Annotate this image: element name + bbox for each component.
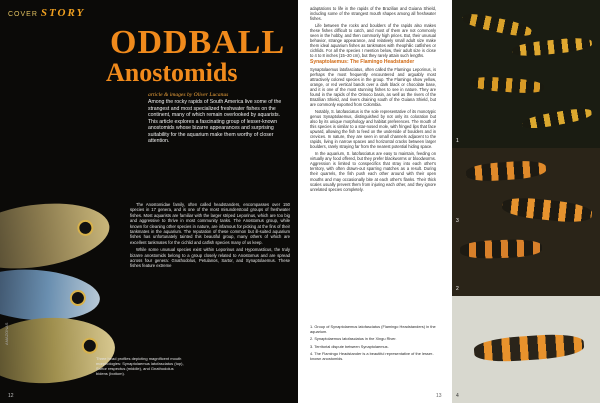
story-word: STORY	[40, 7, 86, 19]
vertical-credit: AMAZONAS	[4, 322, 9, 345]
left-paragraph-2: While some unusual species exist within Leporinus and Hypomasticus, the truly bizarre anostomids belong to a group closely related to Anostomus and are spread across four genera: Gnathodolus, Petulanos, Sartor, and Synaptolaemus. These fishes feature extreme	[130, 247, 290, 269]
caption-2: 2. Synaptolaemus latofasciatus in the Xingu River.	[310, 336, 397, 342]
intro-paragraph: Among the rocky rapids of South America live some of the strangest and most specialized freshwater fishes on the continent, many of which remain overlooked by aquarists. This article explores a fascinating group of lesser-known anostomids whose bizarre appearances and surprising suitability for the aquarium make them worthy of closer attention.	[148, 99, 282, 144]
page-number-left: 12	[8, 393, 14, 399]
right-paragraph-3: Synaptolaemus latofasciatus, often called the Flamingo Leporinus, is perhaps the most frequently encountered and arguably most attractively colored species in the group. The Flamingo show yellow, orange, or red vertical bands over a dark black or chocolate base, and it is one of the most stunning fishes to see in nature. They are found in the rapids of the Orinoco basin, as well as the rivers of the Brazilian Shield, and rivers draining south of the Guiana Shield, but are commonly exported from Colombia.	[310, 66, 436, 108]
photo-number-1: 1	[456, 138, 459, 144]
left-page	[0, 0, 298, 403]
right-paragraph-4: Notably, S. latofasciatus is the sole representative of its monotypic genus Synaptolaemus, distinguished by not only its coloration but also by its unique morphology and habitat preferences. The mouth of this species is similar to a star-nosed mole, with fringed lips that face upward, allowing the fish to feed on the underside of boulders and in crevices. In nature, they are seen in small channels adjacent to the rapids, living in narrow spaces and horizontal cracks between larger boulders, rarely straying far from the nearest potential hiding space.	[310, 108, 436, 150]
caption-4: 4. The Flamingo Headstander is a beautiful representative of the lesser-known anostomids.	[310, 351, 434, 362]
right-paragraph-1: adaptations to life in the rapids of the Brazilian and Guiana Shield, including some of the strangest mouth shapes among all freshwater fishes.	[310, 6, 436, 22]
caption-1: 1. Group of Synaptolaemus latofasciatus (Flamingo Headstanders) in the aquarium.	[310, 324, 436, 334]
fish-photo-top	[0, 195, 114, 277]
fish-photo-middle	[0, 266, 102, 325]
photo-captions	[310, 325, 436, 365]
byline: article & images by Oliver Lucanus	[148, 92, 229, 98]
title-line-1: ODDBALL	[110, 24, 286, 61]
left-paragraph-1: The Anostomidae family, often called headstanders, encompasses over 150 species in 17 genera, and is one of the most misunderstood groups of freshwater fishes. Most aquarists are familiar with the larger striped Leporinus, which are too big and aggressive to thrive in most community tanks. The Anostomus group, while known for cleaning other species in nature, are infamous for picking at the fins of their tankmates in the aquarium. The reputation of these common but ill-suited aquarium fishes has unfortunately tainted this beautiful group, many others of which are excellent tankmates for the cichlid and catfish species many of us keep.	[130, 202, 290, 245]
photo-1	[452, 0, 600, 148]
left-body-text	[130, 202, 290, 271]
photo-number-2: 2	[456, 286, 459, 292]
right-body-text	[310, 6, 436, 193]
left-caption: Three head profiles depicting magnificent mouth morphologies: Synaptolaemus latofasciatus (top), Sartor respectus (middle), and Gnathodolus bidens (bottom).	[96, 356, 184, 376]
right-page	[298, 0, 450, 403]
title-line-2: Anostomids	[106, 58, 238, 87]
right-paragraph-5: In the aquarium, S. latofasciatus are easy to maintain, feeding on virtually any food offered, but they prefer blackworms or bloodworms. Aggression is limited to conspecifics that stray into each other's territory, with often drawn-out sparring matches as a result. During their quarrels, the fish push each other around with their open mouths and may occasionally bite at each other's flanks. Their thick scales usually prevent them from injuring each other, and they ignore unrelated species completely.	[310, 151, 436, 192]
photo-number-3: 3	[456, 218, 459, 224]
photo-4	[452, 296, 600, 403]
page-number-right: 13	[436, 393, 442, 399]
cover-story-tag: COVER STORY	[8, 7, 86, 19]
photo-number-4: 4	[456, 393, 459, 399]
caption-3: 3. Territorial dispute between Synaptolaemus.	[310, 343, 389, 349]
section-subhead: Synaptolaemus: The Flamingo Headstander	[310, 58, 415, 65]
photo-2	[452, 148, 600, 296]
right-paragraph-2: Life between the rocks and boulders of the rapids also makes these fishes difficult to catch, and most of them are not commonly seen in the hobby, and then commonly high prices. But, their unusual behavior, strange appearance, and relatively small adult size make them ideal aquarium fishes as tankmates with rheophilic catfishes or cichlids. For all the species I mention below, their adult size is close to 4 to 8 inches (15–20 cm), but they rarely attain such lengths.	[310, 22, 436, 59]
